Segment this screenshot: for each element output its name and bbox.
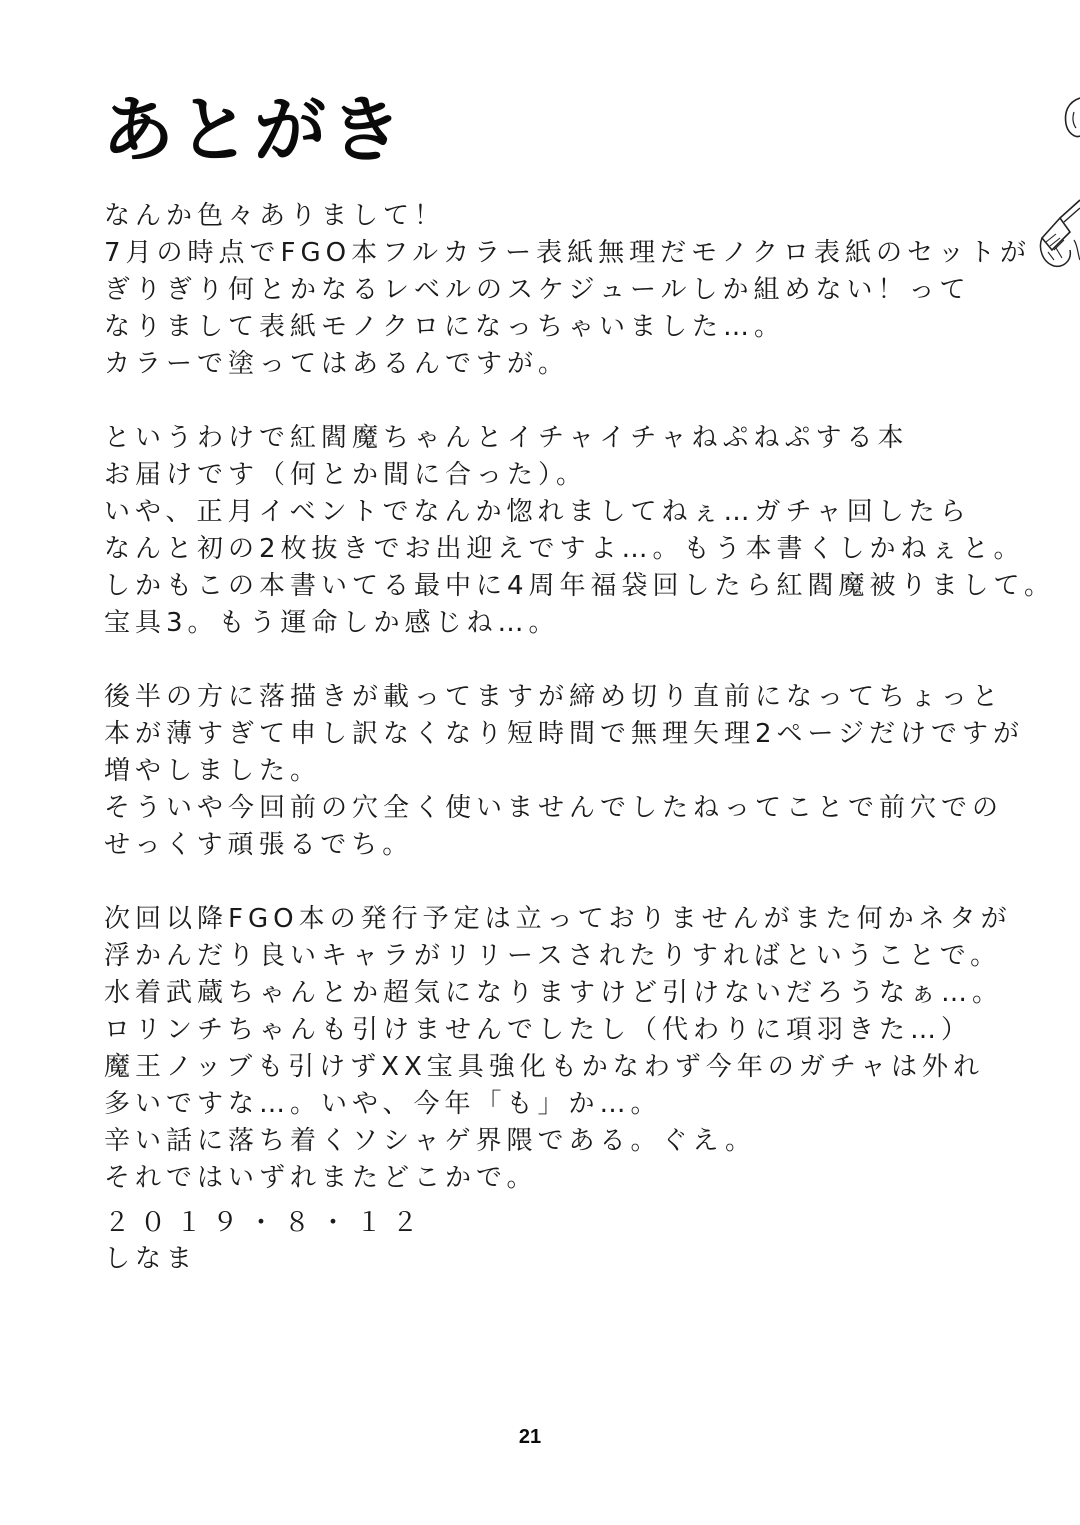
text-line: 次回以降FGO本の発行予定は立っておりませんがまた何かネタが bbox=[104, 904, 1012, 934]
signature-author: しなま bbox=[104, 1244, 198, 1274]
text-line: いや、正月イベントでなんか惚れましてねぇ…ガチャ回したら bbox=[104, 497, 971, 527]
text-line: 水着武蔵ちゃんとか超気になりますけど引けないだろうなぁ…。 bbox=[104, 978, 1004, 1008]
text-line: カラーで塗ってはあるんですが。 bbox=[104, 349, 570, 379]
page-number: 21 bbox=[518, 1426, 542, 1448]
text-line: 辛い話に落ち着くソシャゲ界隈である。ぐえ。 bbox=[104, 1126, 757, 1156]
text-line: それではいずれまたどこかで。 bbox=[104, 1163, 538, 1193]
text-line: なんと初の2枚抜きでお出迎えですよ…。もう本書くしかねぇと。 bbox=[104, 534, 1025, 564]
text-line: しかもこの本書いてる最中に4周年福袋回したら紅閻魔被りまして。 bbox=[104, 571, 1056, 601]
text-line: 魔王ノッブも引けずXX宝具強化もかなわず今年のガチャは外れ bbox=[104, 1052, 985, 1082]
text-line: なりまして表紙モノクロになっちゃいました…。 bbox=[104, 312, 785, 342]
paragraph-1 bbox=[104, 198, 1032, 383]
text-line: ぎりぎり何とかなるレベルのスケジュールしか組めない！って bbox=[104, 275, 971, 305]
paragraph-2 bbox=[104, 420, 1056, 642]
text-line: 宝具3。もう運命しか感じね…。 bbox=[104, 608, 560, 638]
margin-sketch-illustration bbox=[1030, 90, 1080, 290]
text-line: 多いですな…。いや、今年「も」か…。 bbox=[104, 1089, 662, 1119]
text-line: 後半の方に落描きが載ってますが締め切り直前になってちょっと bbox=[104, 682, 1004, 712]
text-line: なんか色々ありまして！ bbox=[104, 201, 446, 231]
page-title: あとがき bbox=[102, 88, 407, 172]
text-line: 増やしました。 bbox=[104, 756, 322, 786]
paragraph-4 bbox=[104, 901, 1012, 1197]
text-line: 本が薄すぎて申し訳なくなり短時間で無理矢理2ページだけですが bbox=[104, 719, 1025, 749]
text-line: お届けです（何とか間に合った）。 bbox=[104, 460, 588, 490]
afterword-body bbox=[104, 198, 1056, 1234]
text-line: 7月の時点でFGO本フルカラー表紙無理だモノクロ表紙のセットが bbox=[104, 238, 1032, 268]
signature-date: ２０１９・８・１２ bbox=[104, 1208, 429, 1238]
text-line: ロリンチちゃんも引けませんでしたし（代わりに項羽きた…） bbox=[104, 1015, 973, 1045]
text-line: そういや今回前の穴全く使いませんでしたねってことで前穴での bbox=[104, 793, 1004, 823]
text-line: 浮かんだり良いキャラがリリースされたりすればということで。 bbox=[104, 941, 1002, 971]
signature-block bbox=[104, 1205, 428, 1277]
text-line: というわけで紅閻魔ちゃんとイチャイチャねぷねぷする本 bbox=[104, 423, 909, 453]
paragraph-3 bbox=[104, 679, 1025, 864]
text-line: せっくす頑張るでち。 bbox=[104, 830, 414, 860]
